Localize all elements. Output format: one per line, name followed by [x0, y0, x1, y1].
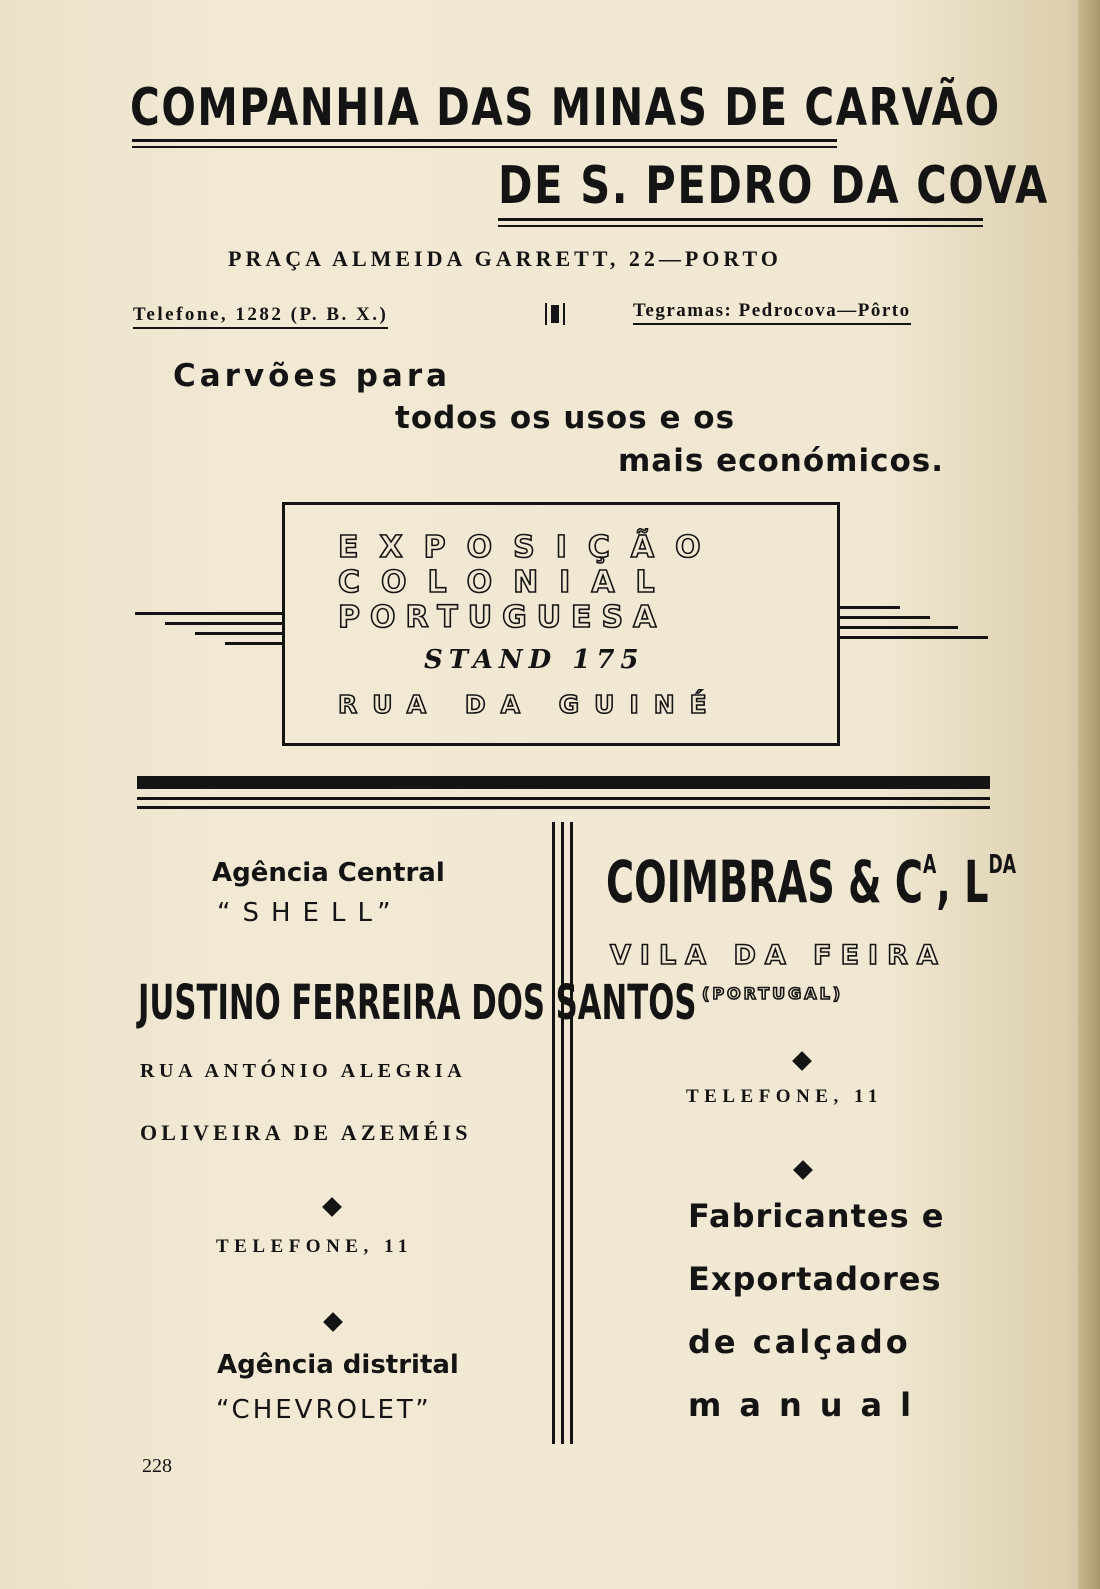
- company-address: PRAÇA ALMEIDA GARRETT, 22—PORTO: [228, 246, 782, 271]
- left-town: OLIVEIRA DE AZEMÉIS: [140, 1120, 472, 1145]
- exhibition-stand: STAND 175: [424, 645, 645, 675]
- title-rule-2b: [498, 225, 983, 227]
- right-company-name: COIMBRAS & $C^A$, $L^{DA}$: [606, 848, 1017, 916]
- right-desc-line1: Fabricantes e: [688, 1197, 945, 1235]
- divider-thin-1: [137, 797, 990, 800]
- left-owner-name: JUSTINO FERREIRA DOS SANTOS: [138, 975, 697, 1031]
- left-agency-district: Agência distrital: [217, 1350, 459, 1380]
- left-stripe-2: [165, 622, 282, 625]
- exhibition-street: RUA DA GUINÉ: [338, 690, 722, 719]
- right-stripe-3: [840, 626, 958, 629]
- company-telephone: Telefone, 1282 (P. B. X.): [133, 304, 388, 329]
- left-street: RUA ANTÓNIO ALEGRIA: [140, 1060, 467, 1082]
- left-brand-chevrolet: “CHEVROLET”: [216, 1395, 432, 1425]
- column-rule-1: [552, 822, 555, 1444]
- right-country: (PORTUGAL): [702, 984, 844, 1003]
- divider-thick: [137, 776, 990, 789]
- right-desc-line4: manual: [688, 1386, 930, 1424]
- slogan-line3: mais económicos.: [618, 443, 944, 479]
- title-rule-1b: [132, 146, 837, 148]
- right-stripe-2: [840, 616, 930, 619]
- separator-ornament: [545, 303, 575, 325]
- exhibition-line2: COLONIAL: [338, 565, 676, 600]
- left-agency-central: Agência Central: [212, 858, 445, 888]
- column-rule-3: [570, 822, 573, 1444]
- page-number: 228: [142, 1455, 172, 1477]
- right-stripe-4: [840, 636, 988, 639]
- diamond-ornament-left-1: [322, 1197, 342, 1217]
- right-town: VILA DA FEIRA: [610, 940, 947, 971]
- left-brand-shell: “SHELL”: [217, 898, 403, 928]
- exhibition-line1: EXPOSIÇÃO: [338, 530, 722, 565]
- left-stripe-1: [135, 612, 282, 615]
- title-rule-1a: [132, 139, 837, 142]
- right-desc-line3: de calçado: [688, 1323, 911, 1361]
- title-rule-2a: [498, 218, 983, 221]
- divider-thin-2: [137, 806, 990, 809]
- left-stripe-3: [195, 632, 282, 635]
- diamond-ornament-left-2: [323, 1312, 343, 1332]
- column-rule-2: [561, 822, 564, 1444]
- exhibition-line3: PORTUGUESA: [338, 600, 667, 635]
- right-stripe-1: [840, 606, 900, 609]
- company-title-line2: DE S. PEDRO DA COVA: [498, 156, 1049, 216]
- left-stripe-4: [225, 642, 282, 645]
- page-edge: [1078, 0, 1100, 1589]
- company-title-line1: COMPANHIA DAS MINAS DE CARVÃO: [130, 78, 1001, 138]
- diamond-ornament-right-2: [793, 1160, 813, 1180]
- right-telephone: TELEFONE, 11: [686, 1086, 883, 1107]
- slogan-line2: todos os usos e os: [395, 400, 736, 436]
- left-telephone: TELEFONE, 11: [216, 1236, 413, 1257]
- slogan-line1: Carvões para: [173, 358, 452, 394]
- diamond-ornament-right-1: [792, 1051, 812, 1071]
- company-telegrams: Tegramas: Pedrocova—Pôrto: [633, 300, 911, 325]
- right-desc-line2: Exportadores: [688, 1260, 942, 1298]
